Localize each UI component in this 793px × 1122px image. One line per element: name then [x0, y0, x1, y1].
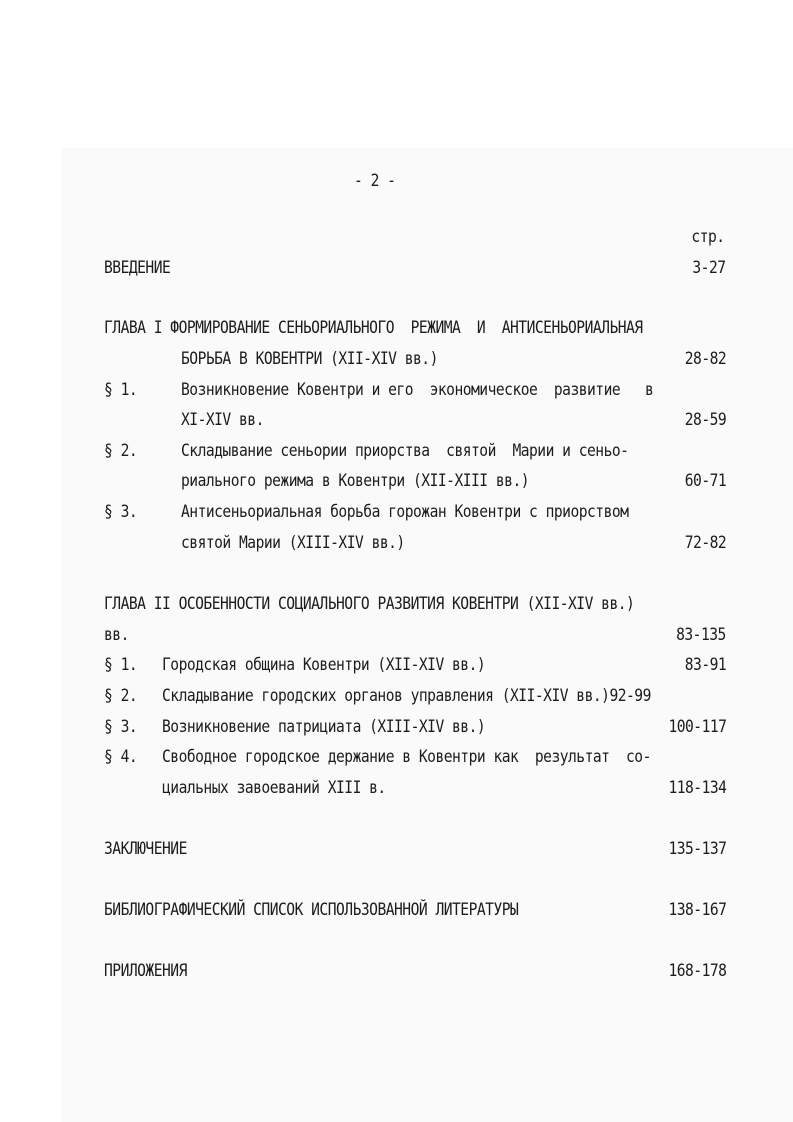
ch2-sec4-line1: Свободное городское держание в Ковентри как результат со- [162, 747, 651, 767]
ch2-sec3-num: § 3. [104, 717, 138, 737]
intro-pages: 3-27 [692, 258, 726, 278]
chapter1-pages: 28-82 [684, 349, 726, 369]
ch1-sec2-line1: Складывание сеньории приорства святой Марии и сеньо- [181, 441, 629, 461]
ch1-sec2-num: § 2. [104, 441, 138, 461]
ch1-sec1-num: § 1. [104, 380, 138, 400]
ch1-sec2-pages: 60-71 [684, 471, 726, 491]
ch2-sec2-text: Складывание городских органов управления (XII-XIV вв.)92-99 [162, 686, 651, 706]
ch1-sec2-line2: риального режима в Ковентри (XII-XIII вв.) [181, 471, 530, 491]
ch1-sec3-line1: Антисеньориальная борьба горожан Ковентри с приорством [181, 502, 629, 522]
chapter2-title-line2: вв. [104, 625, 129, 645]
ch2-sec4-pages: 118-134 [667, 778, 726, 798]
ch2-sec4-num: § 4. [104, 747, 138, 767]
ch2-sec1-text: Городская община Ковентри (XII-XIV вв.) [162, 655, 486, 675]
intro-label: ВВЕДЕНИЕ [104, 258, 171, 278]
chapter2-pages: 83-135 [676, 625, 726, 645]
ch1-sec1-pages: 28-59 [684, 410, 726, 430]
ch2-sec3-pages: 100-117 [667, 717, 726, 737]
appendix-pages: 168-178 [667, 961, 726, 981]
appendix-label: ПРИЛОЖЕНИЯ [104, 961, 187, 981]
ch2-sec3-text: Возникновение патрициата (XIII-XIV вв.) [162, 717, 486, 737]
bibliography-pages: 138-167 [667, 900, 726, 920]
bibliography-label: БИБЛИОГРАФИЧЕСКИЙ СПИСОК ИСПОЛЬЗОВАННОЙ ЛИТЕРАТУРЫ [104, 900, 519, 920]
ch1-sec3-pages: 72-82 [684, 533, 726, 553]
ch1-sec1-line1: Возникновение Ковентри и его экономическое развитие в [181, 380, 654, 400]
conclusion-pages: 135-137 [667, 839, 726, 859]
ch2-sec1-num: § 1. [104, 655, 138, 675]
ch1-sec1-line2: XI-XIV вв. [181, 410, 264, 430]
chapter1-title-line2: БОРЬБА В КОВЕНТРИ (XII-XIV вв.) [181, 349, 438, 369]
conclusion-label: ЗАКЛЮЧЕНИЕ [104, 839, 187, 859]
ch1-sec3-num: § 3. [104, 502, 138, 522]
ch2-sec2-num: § 2. [104, 686, 138, 706]
ch1-sec3-line2: святой Марии (XIII-XIV вв.) [181, 533, 405, 553]
pages-column-header: стр. [691, 227, 725, 247]
chapter1-title-line1: ГЛАВА I ФОРМИРОВАНИЕ СЕНЬОРИАЛЬНОГО РЕЖИМА И АНТИСЕНЬОРИАЛЬНАЯ [104, 318, 643, 338]
page-number: - 2 - [354, 171, 396, 191]
ch2-sec1-pages: 83-91 [684, 655, 726, 675]
chapter2-title-line1: ГЛАВА II ОСОБЕННОСТИ СОЦИАЛЬНОГО РАЗВИТИЯ КОВЕНТРИ (XII-XIV вв.) [104, 594, 635, 614]
ch2-sec4-line2: циальных завоеваний XIII в. [162, 778, 386, 798]
